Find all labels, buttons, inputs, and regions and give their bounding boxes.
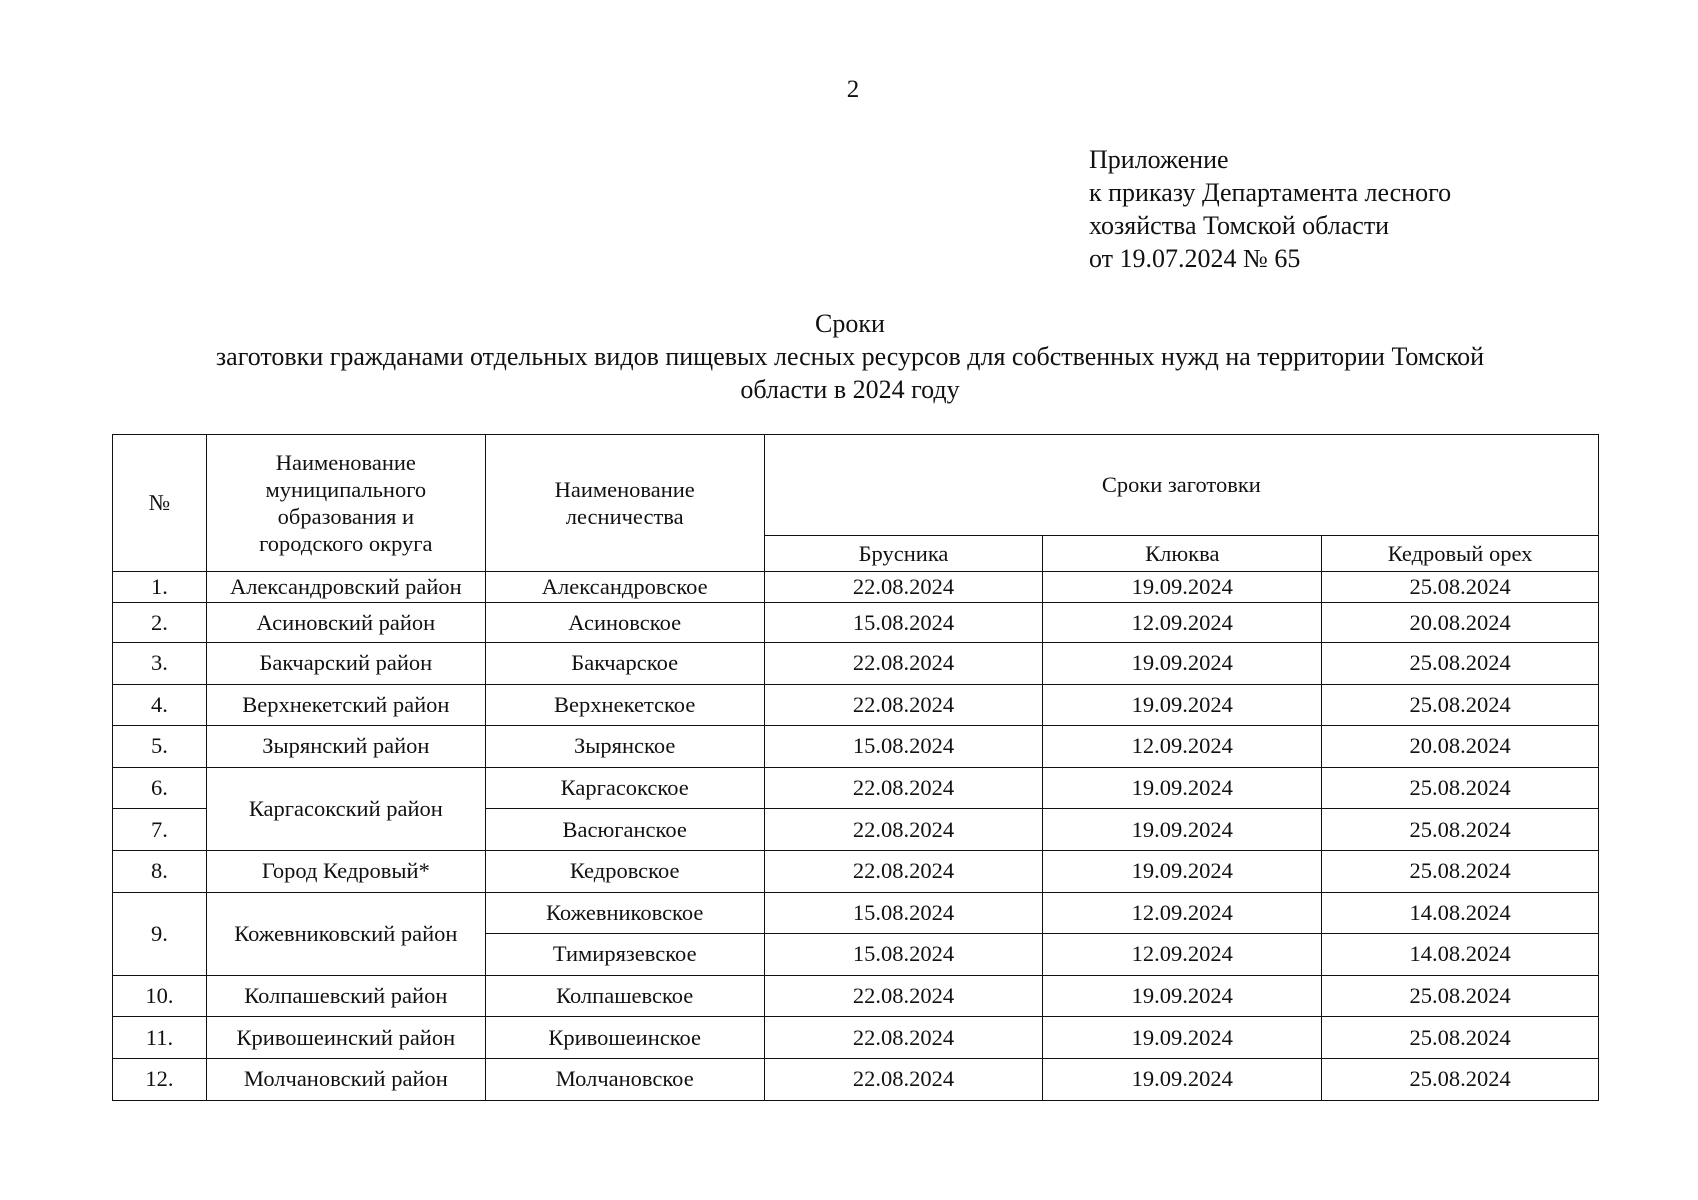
- cell-municipality: Асиновский район: [206, 603, 485, 643]
- cell-lingonberry: 22.08.2024: [764, 572, 1043, 603]
- header-lingonberry: Брусника: [764, 536, 1043, 572]
- cell-municipality: Кожевниковский район: [206, 892, 485, 975]
- cell-cranberry: 12.09.2024: [1043, 726, 1322, 768]
- cell-forestry: Кривошеинское: [485, 1017, 764, 1059]
- cell-lingonberry: 22.08.2024: [764, 1017, 1043, 1059]
- cell-num: 10.: [113, 975, 207, 1017]
- cell-cedar-nut: 25.08.2024: [1322, 850, 1599, 892]
- cell-forestry: Бакчарское: [485, 643, 764, 685]
- terms-table: [112, 434, 1599, 1101]
- cell-lingonberry: 22.08.2024: [764, 809, 1043, 851]
- cell-lingonberry: 22.08.2024: [764, 643, 1043, 685]
- cell-cedar-nut: 25.08.2024: [1322, 975, 1599, 1017]
- cell-cedar-nut: 25.08.2024: [1322, 809, 1599, 851]
- cell-municipality: Кривошеинский район: [206, 1017, 485, 1059]
- table-row: [113, 684, 1599, 726]
- cell-cranberry: 12.09.2024: [1043, 603, 1322, 643]
- cell-municipality: Зырянский район: [206, 726, 485, 768]
- cell-forestry: Александровское: [485, 572, 764, 603]
- cell-municipality: Бакчарский район: [206, 643, 485, 685]
- title-line: области в 2024 году: [740, 375, 960, 404]
- cell-cranberry: 19.09.2024: [1043, 850, 1322, 892]
- table-row: [113, 975, 1599, 1017]
- cell-num: 4.: [113, 684, 207, 726]
- header-cranberry: Клюква: [1043, 536, 1322, 572]
- header-forestry: Наименование лесничества: [485, 435, 764, 572]
- cell-cranberry: 19.09.2024: [1043, 975, 1322, 1017]
- cell-cedar-nut: 25.08.2024: [1322, 643, 1599, 685]
- cell-cedar-nut: 25.08.2024: [1322, 1017, 1599, 1059]
- cell-cranberry: 19.09.2024: [1043, 809, 1322, 851]
- appendix-block: [1089, 143, 1451, 275]
- cell-cranberry: 19.09.2024: [1043, 572, 1322, 603]
- table-row: [113, 1058, 1599, 1100]
- table-row: [113, 892, 1599, 934]
- cell-lingonberry: 15.08.2024: [764, 892, 1043, 934]
- cell-num: 7.: [113, 809, 207, 851]
- cell-cranberry: 19.09.2024: [1043, 1017, 1322, 1059]
- cell-num: 6.: [113, 767, 207, 809]
- cell-lingonberry: 22.08.2024: [764, 684, 1043, 726]
- table-row: [113, 603, 1599, 643]
- table-row: [113, 643, 1599, 685]
- cell-forestry: Каргасокское: [485, 767, 764, 809]
- cell-forestry: Васюганское: [485, 809, 764, 851]
- cell-lingonberry: 15.08.2024: [764, 726, 1043, 768]
- appendix-line: Приложение: [1089, 145, 1229, 174]
- cell-cedar-nut: 14.08.2024: [1322, 934, 1599, 976]
- cell-forestry: Зырянское: [485, 726, 764, 768]
- cell-lingonberry: 22.08.2024: [764, 1058, 1043, 1100]
- appendix-line: от 19.07.2024 № 65: [1089, 244, 1301, 273]
- cell-lingonberry: 15.08.2024: [764, 934, 1043, 976]
- cell-forestry: Тимирязевское: [485, 934, 764, 976]
- cell-num: 2.: [113, 603, 207, 643]
- cell-forestry: Колпашевское: [485, 975, 764, 1017]
- cell-num: 1.: [113, 572, 207, 603]
- title-line: заготовки гражданами отдельных видов пищевых лесных ресурсов для собственных нужд на территории Томской: [215, 342, 1485, 371]
- cell-cedar-nut: 20.08.2024: [1322, 726, 1599, 768]
- cell-cedar-nut: 25.08.2024: [1322, 1058, 1599, 1100]
- cell-cranberry: 19.09.2024: [1043, 767, 1322, 809]
- cell-municipality: Молчановский район: [206, 1058, 485, 1100]
- cell-lingonberry: 22.08.2024: [764, 767, 1043, 809]
- cell-municipality: Верхнекетский район: [206, 684, 485, 726]
- cell-num: 11.: [113, 1017, 207, 1059]
- title-line: Сроки: [815, 309, 885, 338]
- cell-num: 5.: [113, 726, 207, 768]
- cell-cedar-nut: 14.08.2024: [1322, 892, 1599, 934]
- header-num: №: [113, 435, 207, 572]
- cell-num: 3.: [113, 643, 207, 685]
- cell-lingonberry: 15.08.2024: [764, 603, 1043, 643]
- cell-num: 9.: [113, 892, 207, 975]
- table-row: [113, 1017, 1599, 1059]
- cell-forestry: Кедровское: [485, 850, 764, 892]
- table-row: [113, 850, 1599, 892]
- cell-cedar-nut: 25.08.2024: [1322, 767, 1599, 809]
- cell-forestry: Кожевниковское: [485, 892, 764, 934]
- cell-cedar-nut: 25.08.2024: [1322, 684, 1599, 726]
- cell-num: 8.: [113, 850, 207, 892]
- cell-cranberry: 19.09.2024: [1043, 1058, 1322, 1100]
- cell-num: 12.: [113, 1058, 207, 1100]
- cell-lingonberry: 22.08.2024: [764, 975, 1043, 1017]
- header-terms: Сроки заготовки: [764, 435, 1598, 536]
- header-cedar-nut: Кедровый орех: [1322, 536, 1599, 572]
- cell-cedar-nut: 25.08.2024: [1322, 572, 1599, 603]
- cell-municipality: Колпашевский район: [206, 975, 485, 1017]
- cell-forestry: Верхнекетское: [485, 684, 764, 726]
- table-row: [113, 726, 1599, 768]
- cell-cranberry: 19.09.2024: [1043, 643, 1322, 685]
- appendix-line: хозяйства Томской области: [1089, 211, 1390, 240]
- cell-municipality: Город Кедровый*: [206, 850, 485, 892]
- cell-municipality: Каргасокский район: [206, 767, 485, 850]
- cell-municipality: Александровский район: [206, 572, 485, 603]
- table-row: [113, 572, 1599, 603]
- page-number: 2: [846, 76, 860, 103]
- cell-cranberry: 19.09.2024: [1043, 684, 1322, 726]
- cell-cranberry: 12.09.2024: [1043, 934, 1322, 976]
- cell-lingonberry: 22.08.2024: [764, 850, 1043, 892]
- header-municipality: Наименование муниципального образования и городского округа: [206, 435, 485, 572]
- cell-forestry: Асиновское: [485, 603, 764, 643]
- table-row: [113, 767, 1599, 809]
- appendix-line: к приказу Департамента лесного: [1089, 178, 1452, 207]
- document-title: [140, 307, 1560, 406]
- cell-forestry: Молчановское: [485, 1058, 764, 1100]
- cell-cedar-nut: 20.08.2024: [1322, 603, 1599, 643]
- cell-cranberry: 12.09.2024: [1043, 892, 1322, 934]
